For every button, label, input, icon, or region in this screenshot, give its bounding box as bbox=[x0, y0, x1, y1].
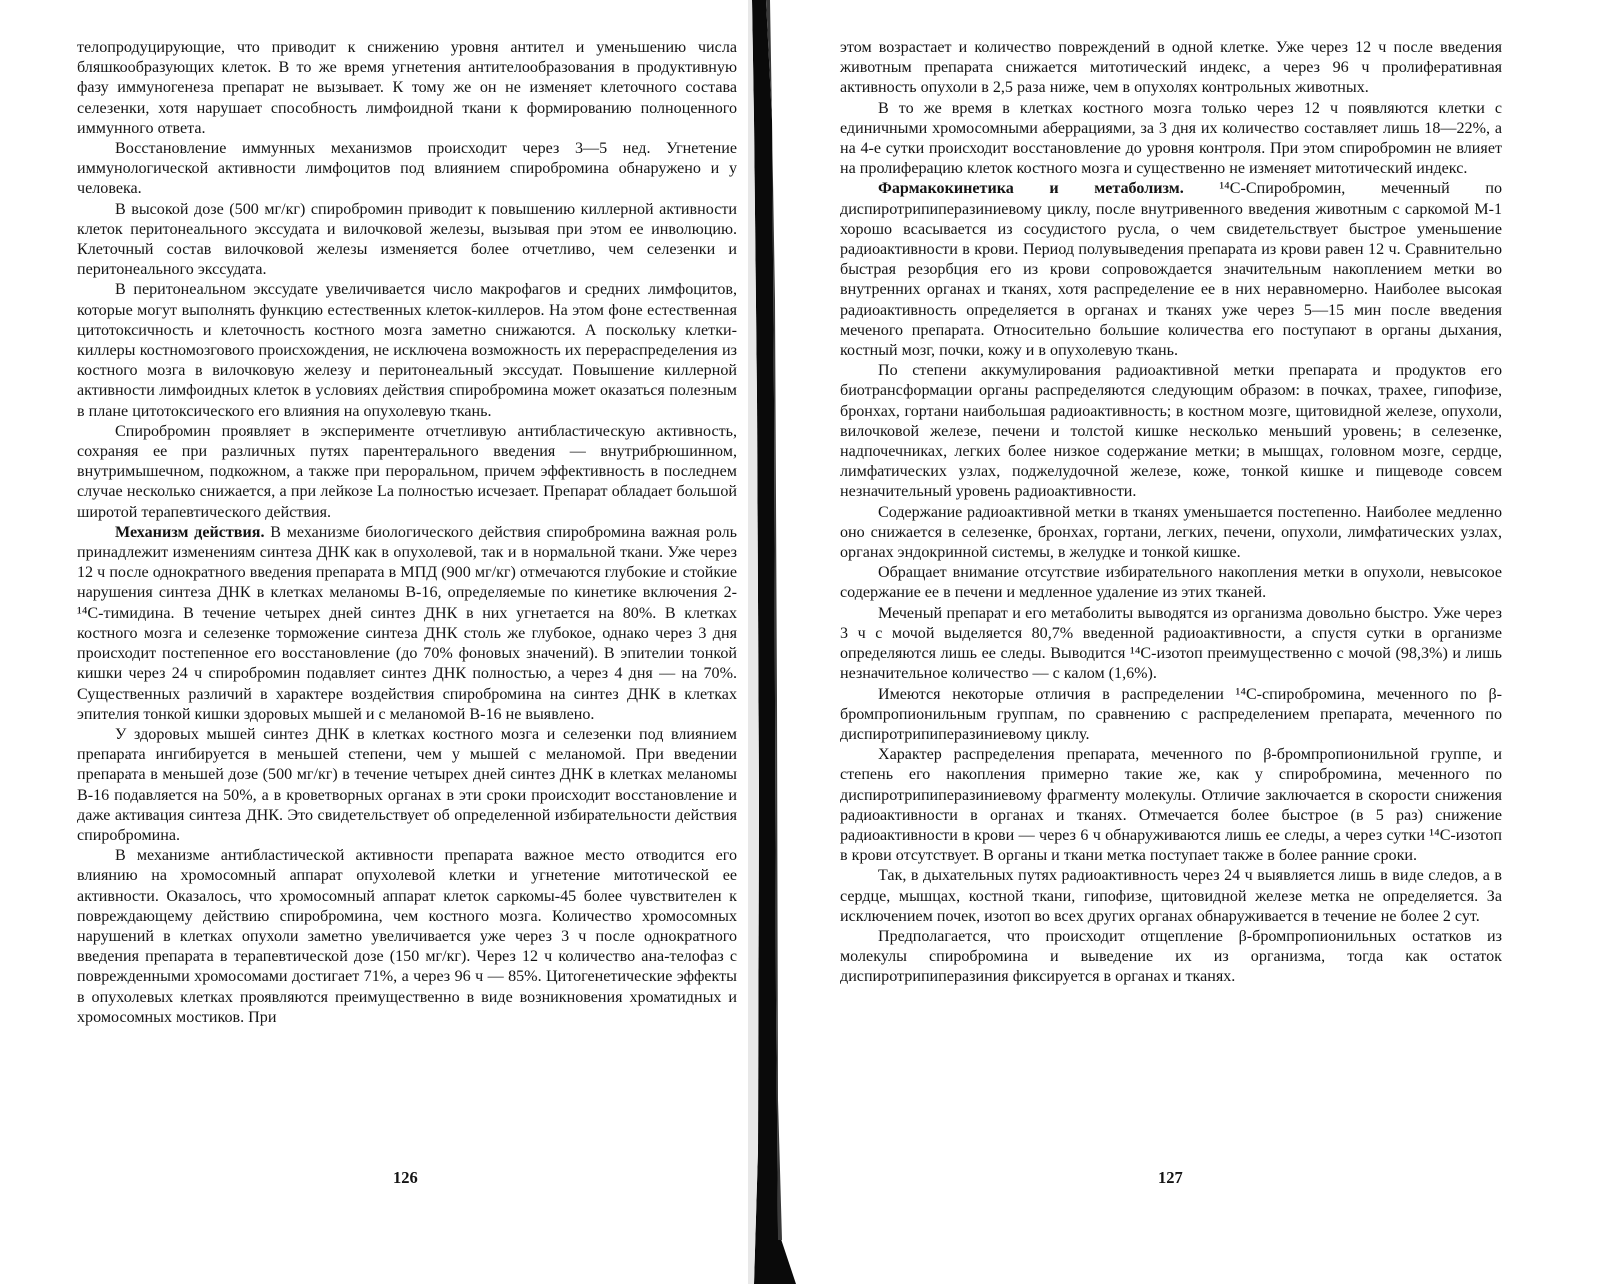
left-paragraph-2: Восстановление иммунных механизмов происходит через 3—5 нед. Угнетение иммунологической активности лимфоцитов под влиянием спиробромина обнаружено и у человека. bbox=[77, 140, 737, 198]
right-paragraph-3-body: ¹⁴С-Спиробромин, меченный по диспиротрипиперазиниевому циклу, после внутривенного введения животным с саркомой М-1 хорошо всасывается из сосудистого русла, о чем свидетельствует быстрое уменьшение радиоактивности в крови. Период полувыведения препарата из крови равен 12 ч. Сравнительно быстрая резорбция его из крови сопровождается значительным накоплением метки во внутренних органах и тканях, хотя распределение ее в них неравномерно. Наиболее высокая радиоактивность определяется в органах и тканях уже через 5—15 мин после введения меченого препарата. Относительно большие количества его поступают в органы дыхания, костный мозг, почки, кожу и в опухолевую ткань. bbox=[840, 180, 1502, 360]
right-page-number: 127 bbox=[1158, 1168, 1183, 1187]
section-heading-mechanism: Механизм действия. bbox=[115, 523, 265, 541]
right-paragraph-7: Меченый препарат и его метаболиты выводятся из организма довольно быстро. Уже через 3 ч с мочой выделяется 80,7% введенной радиоактивности, а спустя сутки в организме определяются лишь ее следы. Выводится ¹⁴С-изотоп преимущественно с мочой (98,3%) и лишь незначительное количество — с калом (1,6%). bbox=[840, 604, 1502, 683]
right-paragraph-2: В то же время в клетках костного мозга только через 12 ч появляются клетки с единичными хромосомными аберрациями, за 3 дня их количество составляет лишь 18—22%, а на 4-е сутки происходит восстановление до уровня контроля. При этом спиробромин не влияет на пролиферацию клеток костного мозга и существенно не изменяет митотический индекс. bbox=[840, 99, 1502, 178]
right-paragraph-8: Имеются некоторые отличия в распределении ¹⁴С-спиробромина, меченного по β-бромпропионильным группам, по сравнению с распределением препарата, меченного по диспиротрипиперазиниевому циклу. bbox=[840, 685, 1502, 743]
left-paragraph-1: телопродуцирующие, что приводит к снижению уровня антител и уменьшению числа бляшкообразующих клеток. В то же время угнетения антителообразования в продуктивную фазу иммуногенеза препарат не вызывает. К тому же он не изменяет клеточного состава селезенки, хотя нарушает способность лимфоидной ткани к формированию полноценного иммунного ответа. bbox=[77, 39, 737, 137]
left-paragraph-7: У здоровых мышей синтез ДНК в клетках костного мозга и селезенки под влиянием препарата ингибируется в меньшей степени, чем у мышей с меланомой. При введении препарата в меньшей дозе (500 мг/кг) в течение четырех дней синтез ДНК в клетках меланомы B-16 подавляется на 50%, а в кроветворных органах в эти сроки происходит восстановление и даже активация синтеза ДНК. Это свидетельствует об определенной избирательности действия спиробромина. bbox=[77, 725, 737, 844]
right-page bbox=[840, 38, 1502, 988]
right-paragraph-10: Так, в дыхательных путях радиоактивность через 24 ч выявляется лишь в виде следов, а в сердце, мышцах, костной ткани, гипофизе, щитовидной железе метка не определяется. За исключением почек, изотоп во всех других органах обнаруживается в течение не более 2 сут. bbox=[840, 867, 1502, 925]
right-paragraph-6: Обращает внимание отсутствие избирательного накопления метки в опухоли, невысокое содержание ее в печени и медленное удаление из этих тканей. bbox=[840, 564, 1502, 602]
left-page bbox=[77, 38, 737, 1028]
left-paragraph-3: В высокой дозе (500 мг/кг) спиробромин приводит к повышению киллерной активности клеток перитонеального экссудата и вилочковой железы, вызывая при этом ее инволюцию. Клеточный состав вилочковой железы изменяется более отчетливо, чем селезенки и перитонеального экссудата. bbox=[77, 200, 737, 279]
left-paragraph-5: Спиробромин проявляет в эксперименте отчетливую антибластическую активность, сохраняя ее при различных путях парентерального введения — внутрибрюшинном, внутримышечном, подкожном, а также при пероральном, причем эффективность в последнем случае несколько снижается, а при лейкозе La полностью исчезает. Препарат обладает большой широтой терапевтического действия. bbox=[77, 422, 737, 521]
right-paragraph-4: По степени аккумулирования радиоактивной метки препарата и продуктов его биотрансформации органы распределяются следующим образом: в почках, трахее, гипофизе, бронхах, гортани наибольшая радиоактивность; в костном мозге, щитовидной железе, опухоли, вилочковой железе, печени и толстой кишке несколько меньший уровень; в селезенке, надпочечниках, легких более низкое содержание метки; в мышцах, головном мозге, сердце, лимфатических узлах, поджелудочной железе, коже, тонкой кишке и пищеводе совсем незначительный уровень радиоактивности. bbox=[840, 362, 1502, 501]
left-paragraph-4: В перитонеальном экссудате увеличивается число макрофагов и средних лимфоцитов, которые могут выполнять функцию естественных клеток-киллеров. На этом фоне естественная цитотоксичность и клеточность костного мозга заметно снижаются. А поскольку клетки-киллеры костномозгового происхождения, не исключена возможность их перераспределения из костного мозга в вилочковую железу и перитонеальный экссудат. Повышение киллерной активности лимфоидных клеток в условиях действия спиробромина может оказаться полезным в плане цитотоксического его влияния на опухолевую ткань. bbox=[77, 281, 737, 420]
right-paragraph-11: Предполагается, что происходит отщепление β-бромпропионильных остатков из молекулы спиробромина и выведение их из организма, тогда как остаток диспиротрипиперазиния фиксируется в органах и тканях. bbox=[840, 927, 1502, 986]
right-paragraph-5: Содержание радиоактивной метки в тканях уменьшается постепенно. Наиболее медленно оно снижается в селезенке, бронхах, гортани, легких, печени, опухоли, лимфатических узлах, органах эндокринной системы, в желудке и тонкой кишке. bbox=[840, 503, 1502, 562]
left-paragraph-6-body: В механизме биологического действия спиробромина важная роль принадлежит изменениям синтеза ДНК как в опухолевой, так и в нормальной ткани. Уже через 12 ч после однократного введения препарата в МПД (900 мг/кг) отмечаются глубокие и стойкие нарушения синтеза ДНК в клетках меланомы B-16, определяемые по кинетике включения 2-¹⁴С-тимидина. В течение четырех дней синтез ДНК в них угнетается на 80%. В клетках костного мозга и селезенке торможение синтеза ДНК столь же глубокое, однако через 3 дня происходит постепенное его восстановление (до 70% фоновых значений). В эпителии тонкой кишки через 24 ч спиробромин подавляет синтез ДНК полностью, а через 4 дня — на 70%. Существенных различий в характере воздействия спиробромина на синтез ДНК в клетках эпителия тонкой кишки здоровых мышей и с меланомой B-16 не выявлено. bbox=[77, 523, 737, 723]
right-paragraph-1: этом возрастает и количество повреждений в одной клетке. Уже через 12 ч после введения животным препарата снижается митотический индекс, а через 96 ч пролиферативная активность опухоли в 2,5 раза ниже, чем в опухолях контрольных животных. bbox=[840, 39, 1502, 97]
right-paragraph-3 bbox=[840, 179, 1502, 361]
section-heading-pharmacokinetics: Фармакокинетика и метаболизм. bbox=[878, 180, 1184, 198]
book-gutter bbox=[748, 0, 798, 1284]
left-paragraph-8: В механизме антибластической активности препарата важное место отводится его влиянию на хромосомный аппарат опухолевой клетки и угнетение митотической ее активности. Оказалось, что хромосомный аппарат клеток саркомы-45 более чувствителен к повреждающему действию спиробромина, чем костного мозга. Количество хромосомных нарушений в клетках опухоли заметно увеличивается уже через 3 ч после однократного введения препарата в терапевтической дозе (150 мг/кг). Через 12 ч количество ана-телофаз с поврежденными хромосомами достигает 71%, а через 96 ч — 85%. Цитогенетические эффекты в опухолевых клетках проявляются преимущественно в виде возникновения хроматидных и хромосомных мостиков. При bbox=[77, 847, 737, 1026]
left-page-number: 126 bbox=[393, 1168, 418, 1187]
right-paragraph-9: Характер распределения препарата, меченного по β-бромпропионильной группе, и степень его накопления примерно такие же, как у спиробромина, меченного по диспиротрипиперазиниевому фрагменту молекулы. Отличие заключается в скорости снижения радиоактивности в органах и тканях. Отмечается более быстрое (в 5 раз) снижение радиоактивности в крови — через 6 ч обнаруживаются лишь ее следы, а через сутки ¹⁴С-изотоп в крови отсутствует. В органы и ткани метка поступает также в более ранние сроки. bbox=[840, 746, 1502, 865]
left-paragraph-6 bbox=[77, 523, 737, 725]
